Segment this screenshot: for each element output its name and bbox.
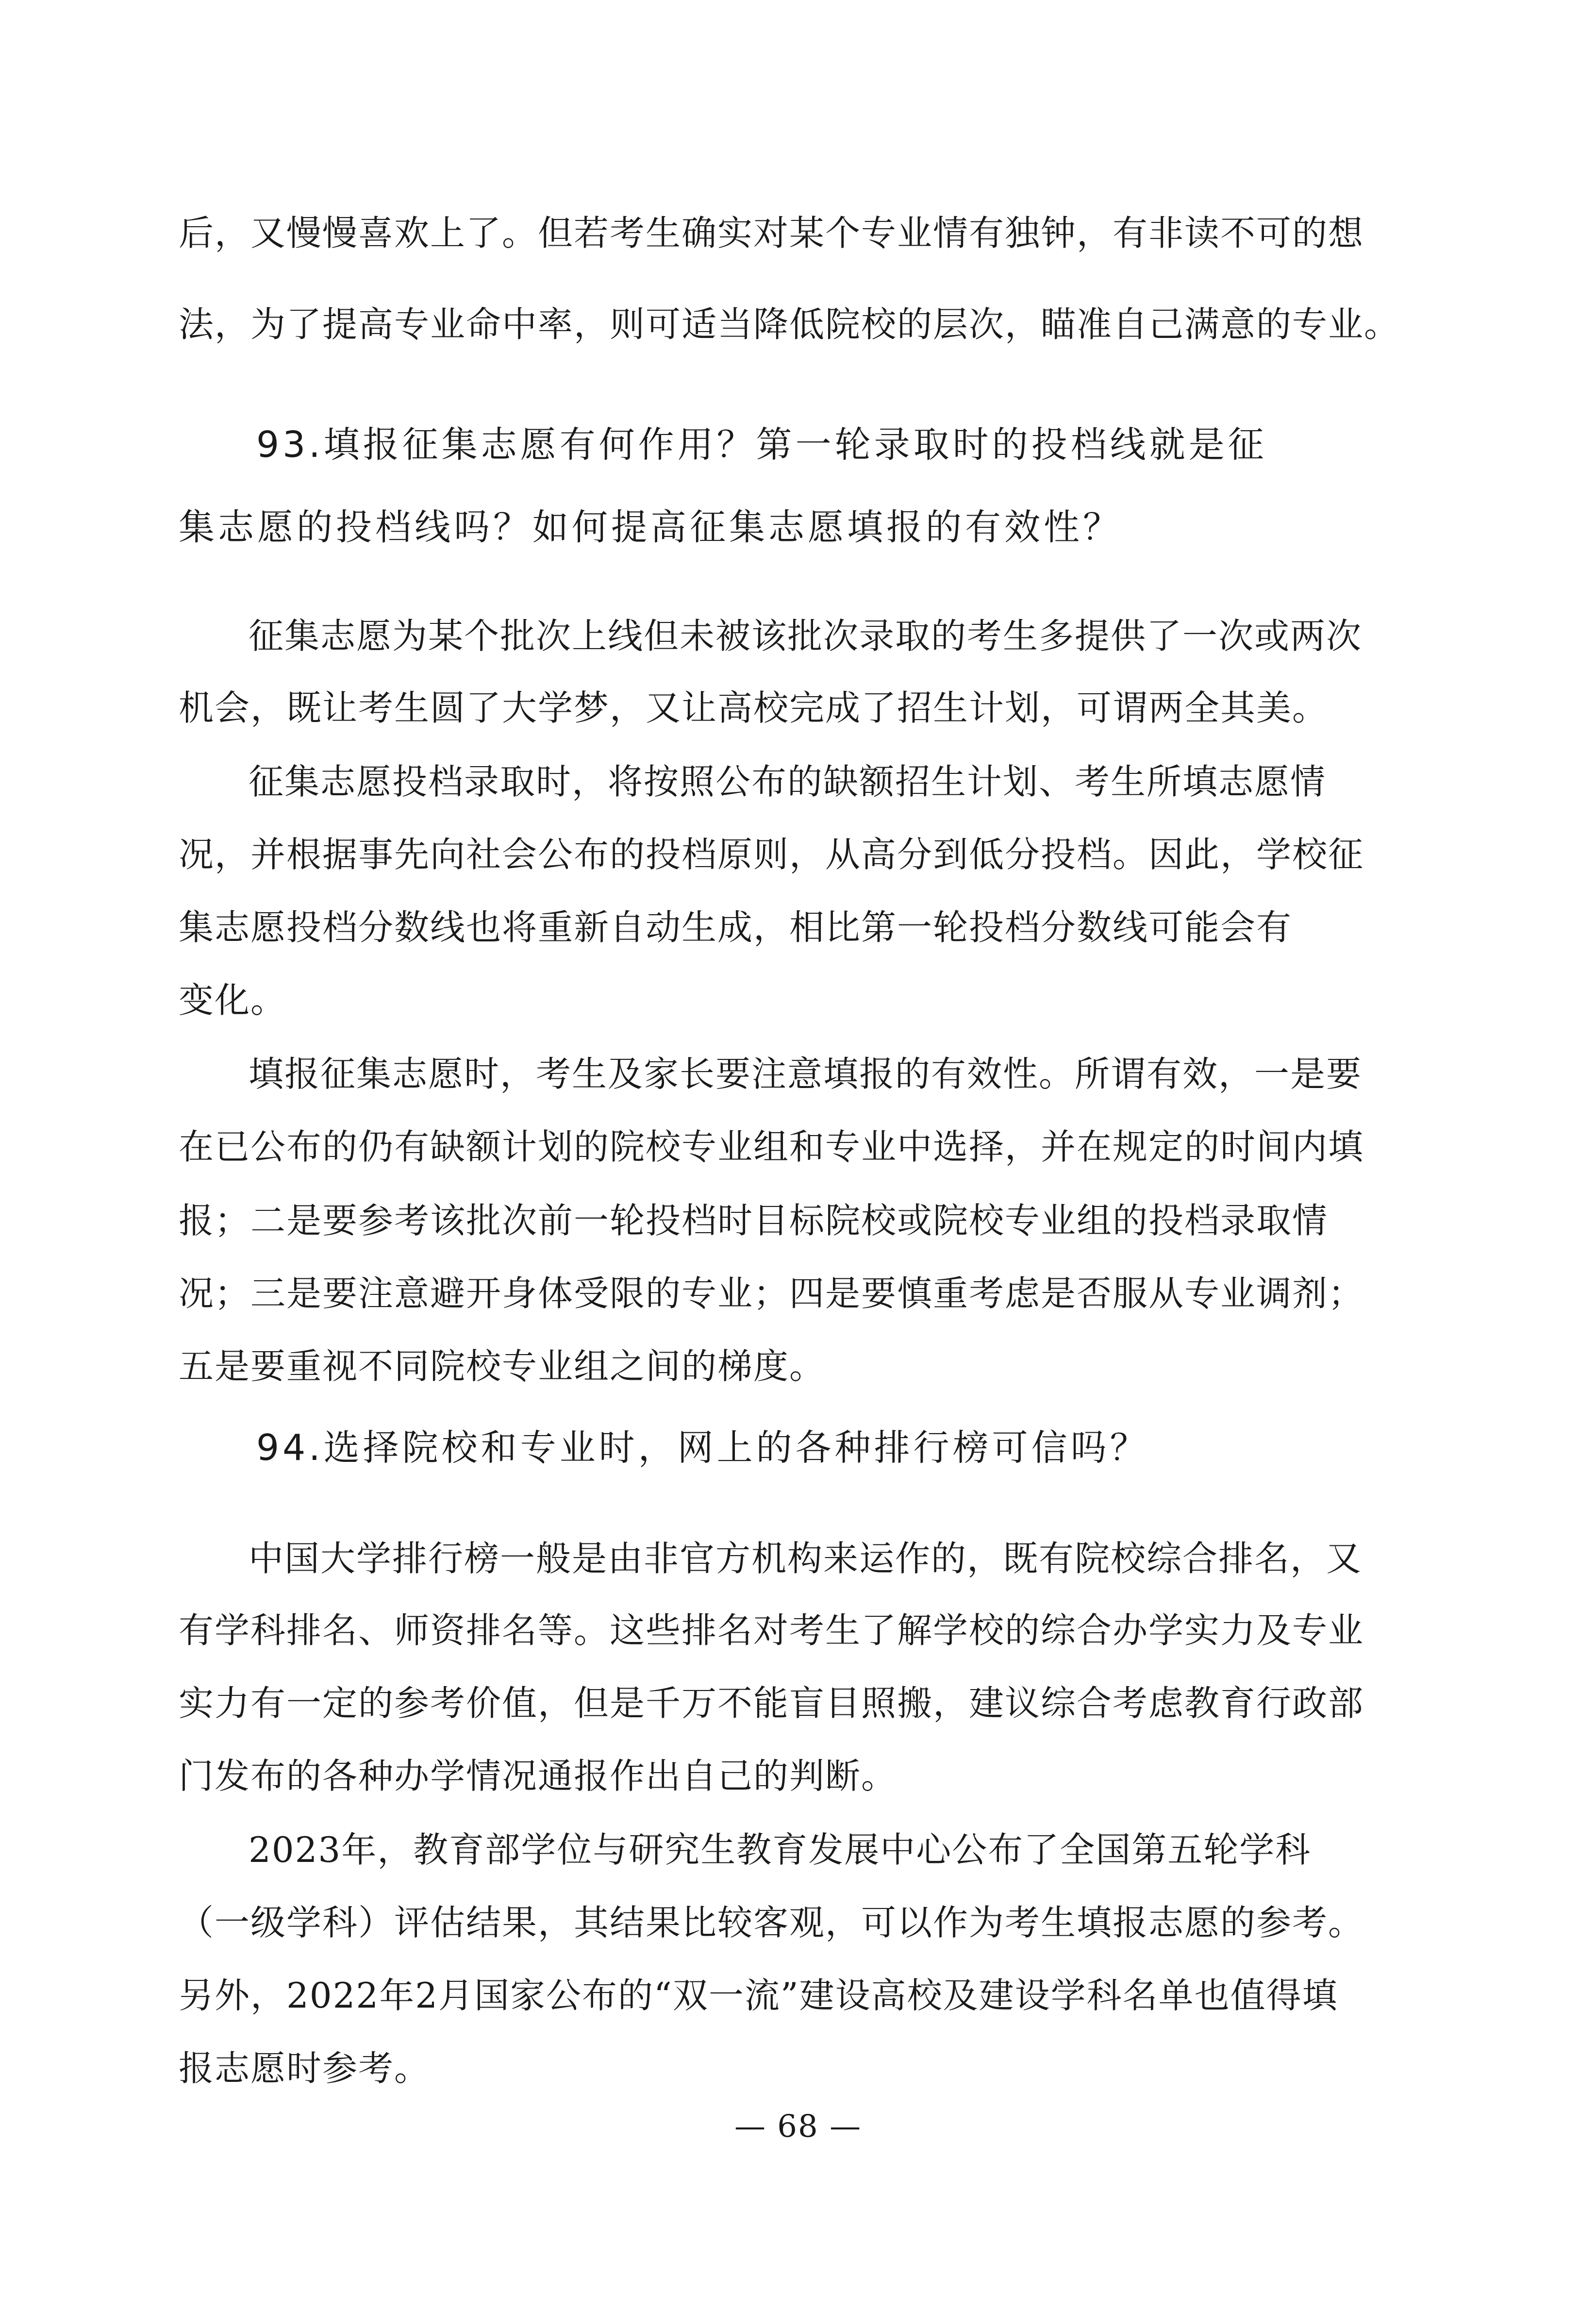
q93-paragraph-line: 填报征集志愿时，考生及家长要注意填报的有效性。所谓有效，一是要 (249, 1054, 1363, 1094)
q93-heading-line: 93.填报征集志愿有何作用？第一轮录取时的投档线就是征 (256, 424, 1267, 466)
intro-line: 后，又慢慢喜欢上了。但若考生确实对某个专业情有独钟，有非读不可的想 (179, 213, 1364, 253)
q94-paragraph-line: 门发布的各种办学情况通报作出自己的判断。 (179, 1756, 898, 1796)
q93-paragraph-line: 集志愿投档分数线也将重新自动生成，相比第一轮投档分数线可能会有 (179, 907, 1293, 948)
q93-heading-line: 集志愿的投档线吗？如何提高征集志愿填报的有效性？ (179, 506, 1122, 548)
q94-paragraph-line: 报志愿时参考。 (179, 2048, 431, 2089)
q94-heading: 94.选择院校和专业时，网上的各种排行榜可信吗？ (256, 1427, 1149, 1469)
q94-paragraph-line: 实力有一定的参考价值，但是千万不能盲目照搬，建议综合考虑教育行政部 (179, 1683, 1364, 1724)
page-number: — 68 — (734, 2109, 862, 2144)
q93-paragraph-line: 征集志愿为某个批次上线但未被该批次录取的考生多提供了一次或两次 (249, 616, 1363, 656)
q93-paragraph-line: 征集志愿投档录取时，将按照公布的缺额招生计划、考生所填志愿情 (249, 761, 1327, 802)
q93-paragraph-line: 机会，既让考生圆了大学梦，又让高校完成了招生计划，可谓两全其美。 (179, 687, 1329, 728)
q93-paragraph-line: 变化。 (179, 980, 287, 1021)
q93-paragraph-line: 五是要重视不同院校专业组之间的梯度。 (179, 1346, 826, 1387)
q94-paragraph-line: 另外，2022年2月国家公布的“双一流”建设高校及建设学科名单也值得填 (179, 1975, 1338, 2016)
q93-paragraph-line: 况，并根据事先向社会公布的投档原则，从高分到低分投档。因此，学校征 (179, 834, 1364, 875)
q94-paragraph-line: 有学科排名、师资排名等。这些排名对考生了解学校的综合办学实力及专业 (179, 1610, 1364, 1651)
intro-line: 法，为了提高专业命中率，则可适当降低院校的层次，瞄准自己满意的专业。 (179, 304, 1400, 345)
q94-paragraph-line: 中国大学排行榜一般是由非官方机构来运作的，既有院校综合排名，又 (249, 1538, 1363, 1579)
q94-paragraph-line: 2023年，教育部学位与研究生教育发展中心公布了全国第五轮学科 (249, 1829, 1312, 1870)
q94-paragraph-line: （一级学科）评估结果，其结果比较客观，可以作为考生填报志愿的参考。 (179, 1902, 1364, 1943)
q93-paragraph-line: 报；二是要参考该批次前一轮投档时目标院校或院校专业组的投档录取情 (179, 1200, 1329, 1241)
q93-paragraph-line: 在已公布的仍有缺额计划的院校专业组和专业中选择，并在规定的时间内填 (179, 1126, 1364, 1167)
q93-paragraph-line: 况；三是要注意避开身体受限的专业；四是要慎重考虑是否服从专业调剂； (179, 1273, 1364, 1314)
